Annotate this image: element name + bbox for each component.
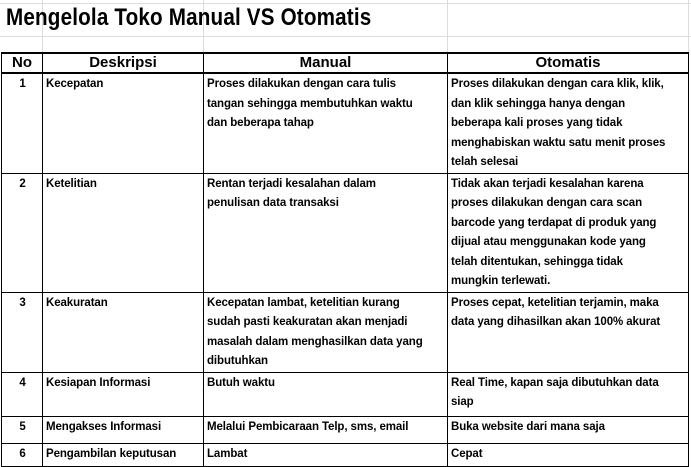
sheet-title: Mengelola Toko Manual VS Otomatis [6,4,372,31]
cell-otomatis[interactable]: Tidak akan terjadi kesalahan karena proses dilakukan dengan cara scan barcode yang terdapat di produk yang dijual atau menggunakan kode yang telah ditentukan, sehingga tidak mungkin terlewati. [448,173,689,292]
header-deskripsi[interactable]: Deskripsi [43,53,204,73]
cell-no[interactable]: 2 [2,173,43,292]
header-no[interactable]: No [2,53,43,73]
cell-deskripsi[interactable]: Ketelitian [43,173,204,292]
table-row [2,292,689,372]
cell-no[interactable]: 6 [2,443,43,466]
header-otomatis[interactable]: Otomatis [448,53,689,73]
cell-otomatis[interactable]: Real Time, kapan saja dibutuhkan data siap [448,372,689,416]
cell-deskripsi[interactable]: Pengambilan keputusan [43,443,204,466]
cell-no[interactable]: 1 [2,73,43,173]
cell-manual[interactable]: Melalui Pembicaraan Telp, sms, email [204,416,448,443]
cell-manual[interactable]: Lambat [204,443,448,466]
gridline [0,36,691,37]
cell-no[interactable]: 5 [2,416,43,443]
header-row [2,53,689,73]
cell-no[interactable]: 4 [2,372,43,416]
header-manual[interactable]: Manual [204,53,448,73]
cell-deskripsi[interactable]: Mengakses Informasi [43,416,204,443]
table-row [2,416,689,443]
cell-manual[interactable]: Butuh waktu [204,372,448,416]
comparison-table [1,52,689,467]
cell-otomatis[interactable]: Proses cepat, ketelitian terjamin, maka data yang dihasilkan akan 100% akurat [448,292,689,372]
cell-deskripsi[interactable]: Kecepatan [43,73,204,173]
cell-manual[interactable]: Rentan terjadi kesalahan dalam penulisan data transaksi [204,173,448,292]
table-row [2,372,689,416]
cell-otomatis[interactable]: Cepat [448,443,689,466]
table-row [2,443,689,466]
table-row [2,173,689,292]
cell-no[interactable]: 3 [2,292,43,372]
cell-deskripsi[interactable]: Kesiapan Informasi [43,372,204,416]
cell-manual[interactable]: Proses dilakukan dengan cara tulis tangan sehingga membutuhkan waktu dan beberapa tahap [204,73,448,173]
cell-otomatis[interactable]: Buka website dari mana saja [448,416,689,443]
cell-otomatis[interactable]: Proses dilakukan dengan cara klik, klik, dan klik sehingga hanya dengan beberapa kali proses yang tidak menghabiskan waktu satu menit proses telah selesai [448,73,689,173]
cell-manual[interactable]: Kecepatan lambat, ketelitian kurang sudah pasti keakuratan akan menjadi masalah dalam menghasilkan data yang dibutuhkan [204,292,448,372]
table-row [2,73,689,173]
cell-deskripsi[interactable]: Keakuratan [43,292,204,372]
